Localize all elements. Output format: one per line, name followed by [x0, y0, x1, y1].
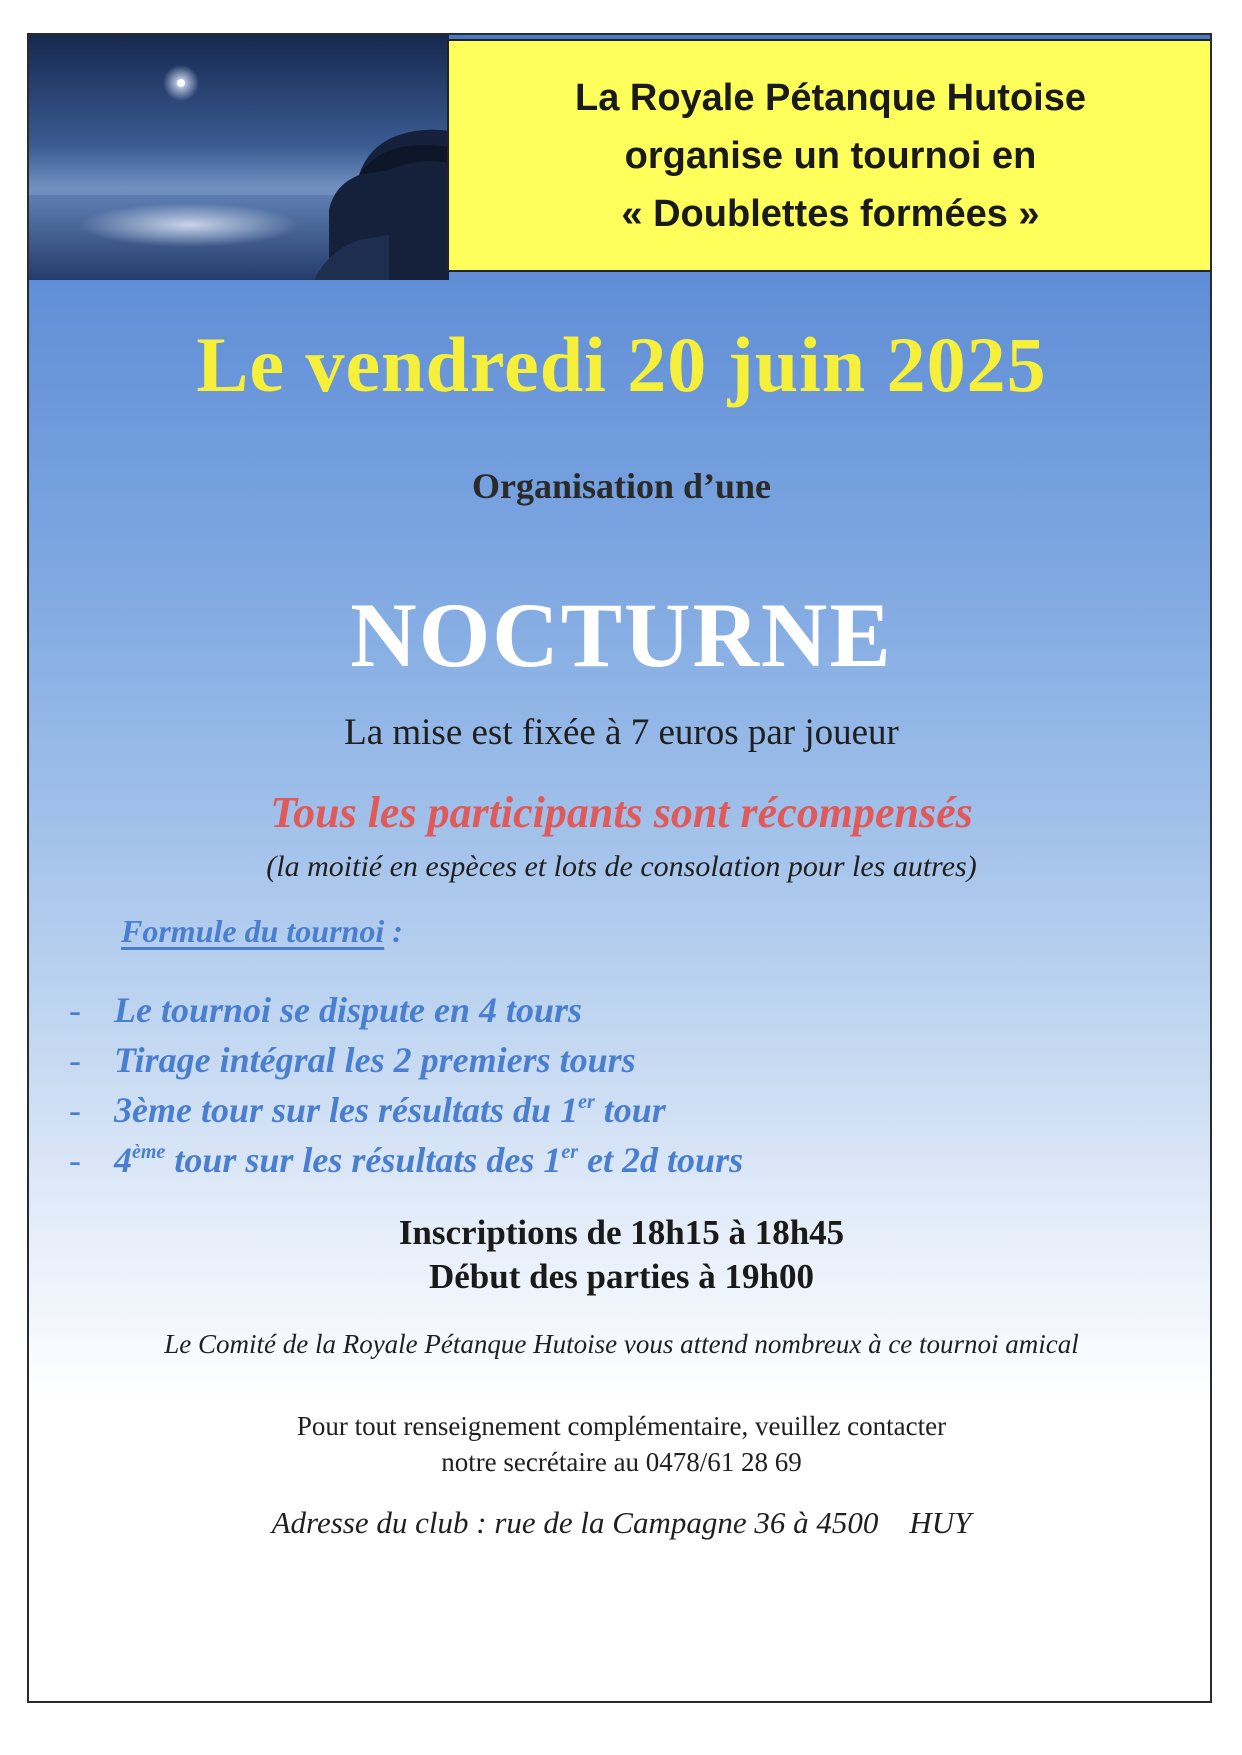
- organisation-text: Organisation d’une: [471, 466, 772, 506]
- rule-text: Tirage intégral les 2 premiers tours: [114, 1040, 636, 1080]
- club-address: Adresse du club : rue de la Campagne 36 à 4500 HUY: [271, 1505, 972, 1540]
- event-title: NOCTURNE: [350, 584, 893, 686]
- header-line-1: La Royale Pétanque Hutoise: [574, 76, 1086, 119]
- format-heading: [121, 913, 403, 950]
- list-item: - Tirage intégral les 2 premiers tours: [69, 1040, 636, 1080]
- contact-info: [29, 1408, 1212, 1480]
- rule-text: tour: [594, 1090, 666, 1130]
- flyer: [27, 33, 1212, 1703]
- registration-time: Inscriptions de 18h15 à 18h45: [398, 1213, 845, 1252]
- format-rules-list: [69, 985, 743, 1185]
- start-time: Début des parties à 19h00: [428, 1257, 815, 1296]
- list-item: - Le tournoi se dispute en 4 tours: [69, 990, 583, 1030]
- event-date: Le vendredi 20 juin 2025: [196, 321, 1047, 408]
- contact-line-1: Pour tout renseignement complémentaire, veuillez contacter: [296, 1411, 947, 1441]
- rule-superscript: er: [578, 1091, 595, 1113]
- rewards-headline: Tous les participants sont récompensés: [270, 788, 973, 837]
- entry-fee: La mise est fixée à 7 euros par joueur: [344, 712, 899, 753]
- rule-text: tour sur les résultats des 1: [165, 1140, 562, 1180]
- header-line-3: « Doublettes formées »: [621, 192, 1040, 235]
- rule-superscript: er: [561, 1141, 579, 1163]
- rewards-detail: (la moitié en espèces et lots de consolation pour les autres): [266, 850, 977, 883]
- committee-message: Le Comité de la Royale Pétanque Hutoise vous attend nombreux à ce tournoi amical: [164, 1329, 1079, 1359]
- contact-line-2: notre secrétaire au 0478/61 28 69: [441, 1447, 802, 1477]
- rule-text: et 2d tours: [578, 1140, 744, 1180]
- list-item: - 3ème tour sur les résultats du 1er tour: [69, 1090, 666, 1130]
- format-heading-label: Formule du tournoi: [121, 913, 385, 949]
- schedule: [29, 1211, 1212, 1299]
- list-item: - 4ème tour sur les résultats des 1er et 2d tours: [69, 1140, 744, 1180]
- header-line-2: organise un tournoi en: [624, 134, 1037, 177]
- rule-superscript: ème: [132, 1141, 166, 1163]
- rule-text: Le tournoi se dispute en 4 tours: [114, 990, 583, 1030]
- header-box: [447, 39, 1212, 272]
- rule-text: 3ème tour sur les résultats du 1: [114, 1090, 579, 1130]
- night-sea-photo: [29, 35, 449, 280]
- format-heading-colon: :: [384, 913, 403, 949]
- rule-text: 4: [114, 1140, 132, 1180]
